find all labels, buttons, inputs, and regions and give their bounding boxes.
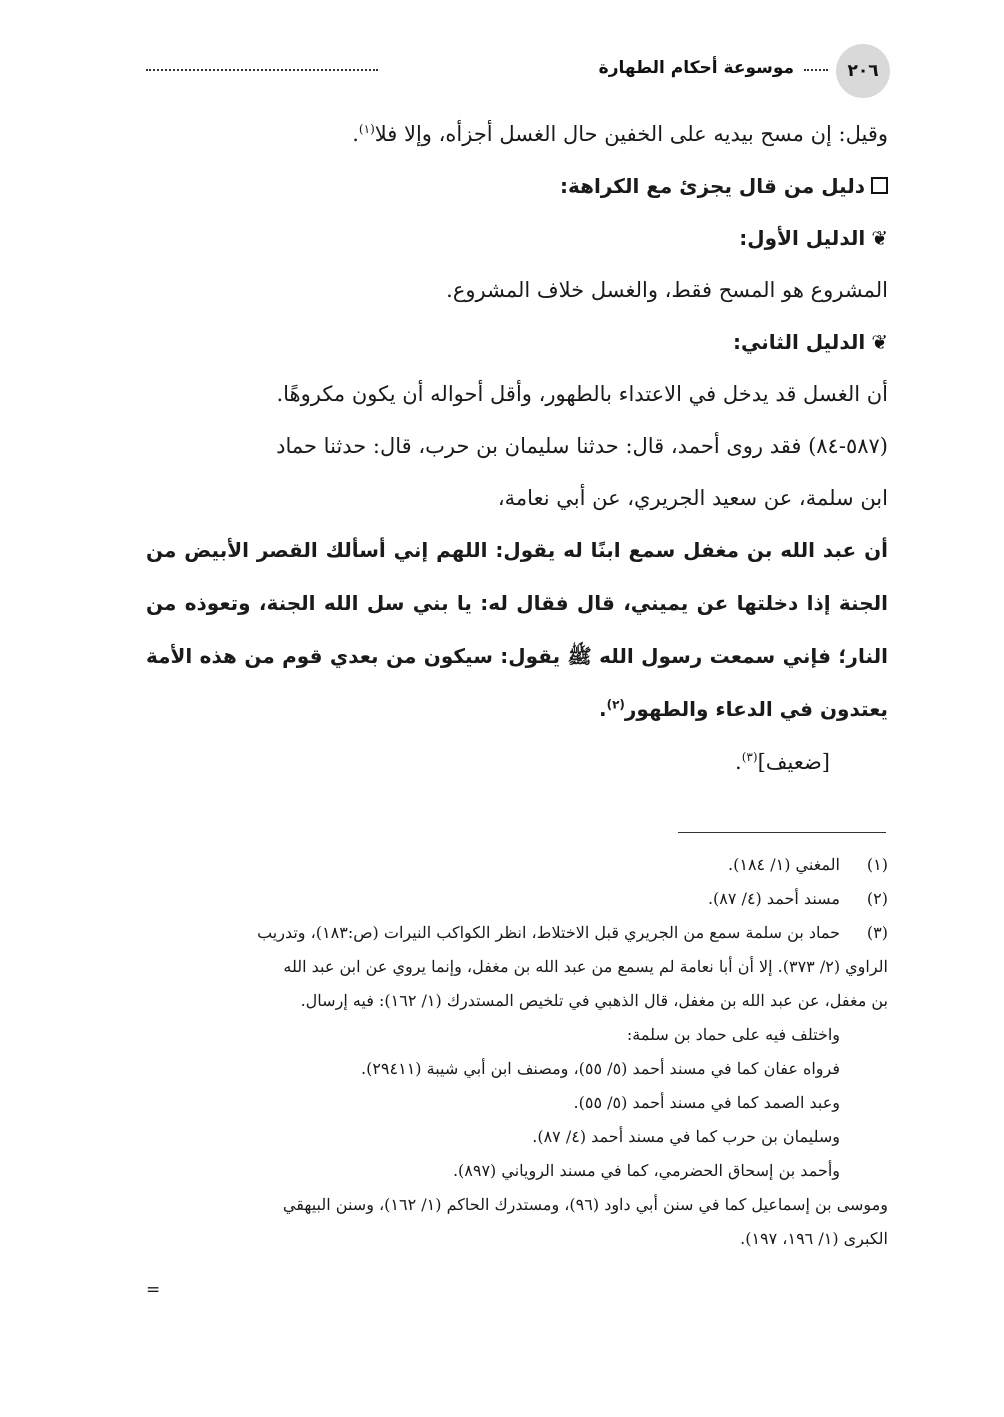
section-heading	[146, 160, 888, 212]
evidence-heading-2	[146, 316, 888, 368]
footnote-3-line-7: وسليمان بن حرب كما في مسند أحمد (٤/ ٨٧).	[532, 1127, 840, 1146]
period: .	[598, 697, 607, 721]
continuation-mark: =	[146, 1280, 161, 1300]
period: .	[352, 122, 359, 146]
page-number: ٢٠٦	[836, 44, 890, 98]
footnote-3-line-2: الراوي (٢/ ٣٧٣). إلا أن أبا نعامة لم يسمع من عبد الله بن مغفل، وإنما يروي عن ابن عبد الله	[283, 957, 888, 976]
footnote-number-3: (٣)	[866, 923, 888, 942]
footnote-3-line-1: حماد بن سلمة سمع من الجريري قبل الاختلاط، انظر الكواكب النيرات (ص:١٨٣)، وتدريب	[257, 923, 840, 942]
footnote-3-line-3: بن مغفل، عن عبد الله بن مغفل، قال الذهبي في تلخيص المستدرك (١/ ١٦٢): فيه إرسال.	[300, 991, 888, 1010]
hadith-text	[146, 524, 888, 736]
period: .	[735, 750, 742, 774]
header-dots-right	[804, 69, 828, 71]
square-box-icon	[871, 177, 888, 194]
footnote-3-line-8: وأحمد بن إسحاق الحضرمي، كما في مسند الروياني (٨٩٧).	[452, 1161, 840, 1180]
footnote-3-line-4: واختلف فيه على حماد بن سلمة:	[626, 1025, 840, 1044]
hadith-grade	[146, 736, 888, 788]
footnote-3	[146, 916, 888, 950]
footnote-number-2: (٢)	[866, 889, 888, 908]
footnote-3-line-10: الكبرى (١/ ١٩٦، ١٩٧).	[740, 1229, 888, 1248]
page-header	[146, 44, 890, 100]
footnote-number-1: (١)	[866, 855, 888, 874]
footnote-text-2: مسند أحمد (٤/ ٨٧).	[707, 889, 840, 908]
footnote-3-continuation	[146, 950, 888, 1256]
opinion-text: وقيل: إن مسح بيديه على الخفين حال الغسل أجزأه، وإلا فلا	[374, 122, 888, 146]
evidence-text-2: أن الغسل قد يدخل في الاعتداء بالطهور، وأقل أحواله أن يكون مكروهًا.	[276, 382, 888, 406]
main-text	[146, 108, 888, 788]
footnote-1	[146, 848, 888, 882]
hadith-line-3: سمعت رسول الله ﷺ يقول: سيكون من بعدي قوم من هذه الأمة يعتدون في الدعاء	[146, 644, 888, 721]
hadith-line-2: الجنة إذا دخلتها عن يميني، قال فقال له: يا بني سل الله الجنة، وتعوذه من النار؛ فإني	[146, 591, 888, 668]
hadith-line-1: أن عبد الله بن مغفل سمع ابنًا له يقول: اللهم إني أسألك القصر الأبيض من	[146, 538, 888, 562]
evidence-heading-1	[146, 212, 888, 264]
footnote-ref-3[interactable]: (٣)	[741, 750, 758, 764]
footnote-text-1: المغني (١/ ١٨٤).	[728, 855, 840, 874]
header-dots-left	[146, 69, 378, 71]
evidence-text-1: المشروع هو المسح فقط، والغسل خلاف المشروع.	[446, 278, 888, 302]
leaf-marker-icon: ❦	[871, 330, 888, 354]
footnote-ref-1[interactable]: (١)	[358, 122, 375, 136]
footnote-ref-2[interactable]: (٢)	[606, 697, 625, 712]
isnad-paragraph	[146, 420, 888, 524]
hadith-line-4: والطهور	[624, 697, 709, 721]
isnad-line-1: (٥٨٧-٨٤) فقد روى أحمد، قال: حدثنا سليمان بن حرب، قال: حدثنا حماد	[276, 434, 888, 458]
footnote-separator	[678, 832, 886, 833]
footnotes	[146, 848, 888, 1256]
evidence-title-2: الدليل الثاني:	[733, 330, 866, 354]
footnote-3-line-6: وعبد الصمد كما في مسند أحمد (٥/ ٥٥).	[573, 1093, 840, 1112]
footnote-3-line-9: وموسى بن إسماعيل كما في سنن أبي داود (٩٦)، ومستدرك الحاكم (١/ ١٦٢)، وسنن البيهقي	[282, 1195, 888, 1214]
heading-text: دليل من قال يجزئ مع الكراهة:	[560, 174, 865, 198]
paragraph-opinion	[146, 108, 888, 160]
book-title: موسوعة أحكام الطهارة	[598, 58, 794, 78]
evidence-title-1: الدليل الأول:	[739, 226, 866, 250]
footnote-3-line-5: فرواه عفان كما في مسند أحمد (٥/ ٥٥)، ومصنف ابن أبي شيبة (٢٩٤١١).	[361, 1059, 840, 1078]
leaf-marker-icon: ❦	[871, 226, 888, 250]
grade-text: [ضعيف]	[757, 750, 830, 774]
footnote-2	[146, 882, 888, 916]
isnad-line-2: ابن سلمة، عن سعيد الجريري، عن أبي نعامة،	[497, 486, 888, 510]
